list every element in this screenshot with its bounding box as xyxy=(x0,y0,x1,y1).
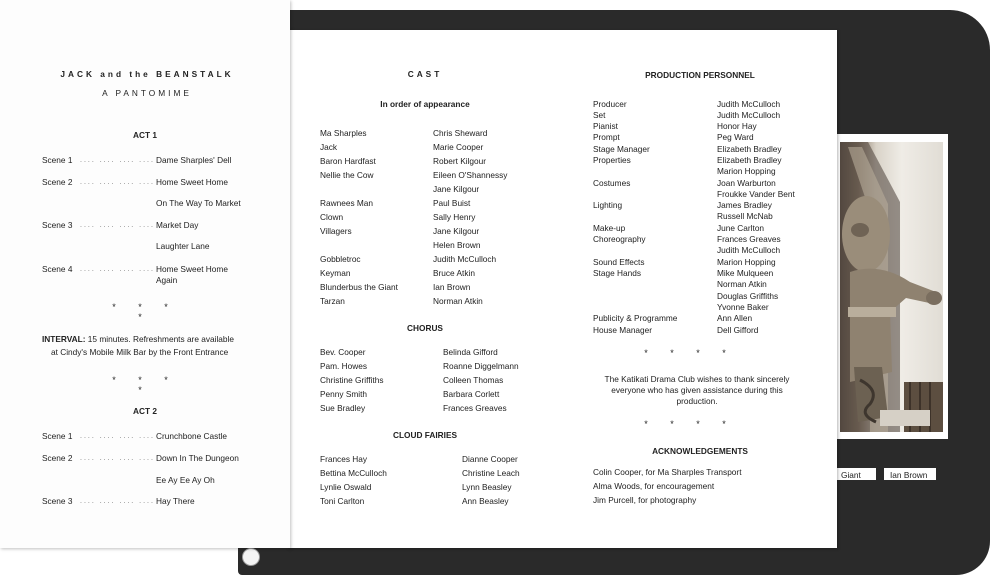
leader-dots: .... .... .... .... xyxy=(80,157,155,164)
cast-role: Clown xyxy=(320,212,344,222)
production-role: Producer xyxy=(593,99,627,109)
acknowledgements-title: ACKNOWLEDGEMENTS xyxy=(652,446,748,456)
leader-dots: .... .... .... .... xyxy=(80,179,155,186)
acknowledgement-line: Colin Cooper, for Ma Sharples Transport xyxy=(593,467,742,477)
leader-dots: .... .... .... .... xyxy=(80,222,155,229)
production-name: Elizabeth Bradley xyxy=(717,144,782,154)
act1-scene-name: Home Sweet Home xyxy=(156,264,228,274)
production-role: Prompt xyxy=(593,132,620,142)
cast-actor: Paul Buist xyxy=(433,198,471,208)
fairy-member: Toni Carlton xyxy=(320,496,365,506)
cast-role: Gobbletroc xyxy=(320,254,361,264)
chorus-member: Roanne Diggelmann xyxy=(443,361,519,371)
production-name: Frances Greaves xyxy=(717,234,781,244)
act1-scene-label: Scene 2 xyxy=(42,177,73,187)
production-name: Mike Mulqueen xyxy=(717,268,774,278)
act1-heading: ACT 1 xyxy=(133,130,157,140)
fairy-member: Frances Hay xyxy=(320,454,368,464)
act2-heading: ACT 2 xyxy=(133,406,157,416)
production-role: Sound Effects xyxy=(593,257,645,267)
cast-role: Blunderbus the Giant xyxy=(320,282,398,292)
act2-scene-name: Hay There xyxy=(156,496,195,506)
production-role: Choreography xyxy=(593,234,646,244)
production-role: Publicity & Programme xyxy=(593,313,678,323)
section-stars: * * * * xyxy=(112,302,178,322)
cast-actor: Jane Kilgour xyxy=(433,226,480,236)
chorus-member: Sue Bradley xyxy=(320,403,366,413)
chorus-member: Belinda Gifford xyxy=(443,347,498,357)
photo-caption-actor: Ian Brown xyxy=(890,470,928,480)
thanks-line: The Katikati Drama Club wishes to thank sincerely xyxy=(604,374,790,384)
fairy-member: Ann Beasley xyxy=(462,496,509,506)
production-name: Judith McCulloch xyxy=(717,99,781,109)
thanks-line: production. xyxy=(676,396,718,406)
giant-photo xyxy=(840,142,943,432)
production-role: Lighting xyxy=(593,200,623,210)
production-role: Costumes xyxy=(593,178,631,188)
production-role: House Manager xyxy=(593,325,653,335)
cast-subtitle: In order of appearance xyxy=(380,99,470,109)
cast-actor: Helen Brown xyxy=(433,240,481,250)
cast-actor: Sally Henry xyxy=(433,212,476,222)
interval-text: 15 minutes. Refreshments are available xyxy=(87,334,234,344)
chorus-member: Penny Smith xyxy=(320,389,368,399)
interval-label: INTERVAL: xyxy=(42,334,86,344)
production-name: Douglas Griffiths xyxy=(717,291,779,301)
chorus-member: Colleen Thomas xyxy=(443,375,504,385)
cast-title: CAST xyxy=(407,69,443,79)
production-name: Norman Atkin xyxy=(717,279,767,289)
fairy-member: Lynlie Oswald xyxy=(320,482,372,492)
giant-figure-image xyxy=(840,142,943,432)
production-name: June Carlton xyxy=(717,223,765,233)
cast-role: Baron Hardfast xyxy=(320,156,376,166)
cloud-fairies-title: CLOUD FAIRIES xyxy=(392,430,458,440)
chorus-member: Bev. Cooper xyxy=(320,347,366,357)
act1-scene-name: Again xyxy=(156,275,178,285)
cast-role: Rawnees Man xyxy=(320,198,374,208)
cast-actor: Eileen O'Shannessy xyxy=(433,170,508,180)
chorus-member: Pam. Howes xyxy=(320,361,368,371)
cast-actor: Ian Brown xyxy=(433,282,471,292)
production-name: Dell Gifford xyxy=(717,325,759,335)
leader-dots: .... .... .... .... xyxy=(80,498,155,505)
thanks-line: everyone who has given assistance during this xyxy=(611,385,783,395)
production-name: Yvonne Baker xyxy=(717,302,769,312)
act2-scene-name: Ee Ay Ee Ay Oh xyxy=(156,475,215,485)
chorus-member: Barbara Corlett xyxy=(443,389,500,399)
cast-role: Jack xyxy=(320,142,338,152)
production-name: Judith McCulloch xyxy=(717,245,781,255)
leader-dots: .... .... .... .... xyxy=(80,455,155,462)
cast-actor: Marie Cooper xyxy=(433,142,484,152)
cast-actor: Robert Kilgour xyxy=(433,156,487,166)
production-name: Honor Hay xyxy=(717,121,757,131)
cast-actor: Norman Atkin xyxy=(433,296,483,306)
fairy-member: Christine Leach xyxy=(462,468,520,478)
photo-caption-role: Giant xyxy=(841,470,861,480)
production-name: Joan Warburton xyxy=(717,178,776,188)
cast-actor: Jane Kilgour xyxy=(433,184,480,194)
chorus-member: Christine Griffiths xyxy=(320,375,384,385)
act1-scene-name: Market Day xyxy=(156,220,199,230)
section-stars: * * * * xyxy=(644,348,736,358)
production-name: Marion Hopping xyxy=(717,166,776,176)
section-stars: * * * * xyxy=(644,419,736,429)
act2-scene-name: Crunchbone Castle xyxy=(156,431,228,441)
act1-scene-label: Scene 4 xyxy=(42,264,73,274)
cast-role: Villagers xyxy=(320,226,352,236)
show-title: JACK and the BEANSTALK xyxy=(60,69,234,79)
interval-line1 xyxy=(42,334,234,345)
acknowledgement-line: Jim Purcell, for photography xyxy=(593,495,697,505)
production-role: Stage Manager xyxy=(593,144,650,154)
fairy-member: Bettina McCulloch xyxy=(320,468,387,478)
section-stars: * * * * xyxy=(112,375,178,395)
act2-scene-label: Scene 2 xyxy=(42,453,73,463)
binder-hole-bottom xyxy=(242,548,260,566)
production-role: Properties xyxy=(593,155,631,165)
leader-dots: .... .... .... .... xyxy=(80,433,155,440)
production-title: PRODUCTION PERSONNEL xyxy=(645,70,755,80)
act1-scene-label: Scene 1 xyxy=(42,155,73,165)
cast-role: Ma Sharples xyxy=(320,128,367,138)
show-subtitle: A PANTOMIME xyxy=(102,88,192,98)
acknowledgement-line: Alma Woods, for encouragement xyxy=(593,481,715,491)
production-name: Froukke Vander Bent xyxy=(717,189,795,199)
production-role: Stage Hands xyxy=(593,268,641,278)
cast-role: Nellie the Cow xyxy=(320,170,374,180)
production-name: Marion Hopping xyxy=(717,257,776,267)
cast-role: Tarzan xyxy=(320,296,345,306)
cast-actor: Judith McCulloch xyxy=(433,254,497,264)
fairy-member: Lynn Beasley xyxy=(462,482,512,492)
fairy-member: Dianne Cooper xyxy=(462,454,518,464)
production-role: Set xyxy=(593,110,606,120)
production-name: Peg Ward xyxy=(717,132,754,142)
act2-scene-name: Down In The Dungeon xyxy=(156,453,239,463)
cast-role: Keyman xyxy=(320,268,351,278)
cast-actor: Chris Sheward xyxy=(433,128,488,138)
production-name: James Bradley xyxy=(717,200,772,210)
act1-scene-label: Scene 3 xyxy=(42,220,73,230)
production-name: Ann Allen xyxy=(717,313,753,323)
act1-scene-name: Laughter Lane xyxy=(156,241,210,251)
act1-scene-name: Dame Sharples' Dell xyxy=(156,155,232,165)
production-name: Elizabeth Bradley xyxy=(717,155,782,165)
chorus-title: CHORUS xyxy=(407,323,443,333)
production-role: Make-up xyxy=(593,223,626,233)
act2-scene-label: Scene 1 xyxy=(42,431,73,441)
production-name: Russell McNab xyxy=(717,211,773,221)
cast-actor: Bruce Atkin xyxy=(433,268,475,278)
chorus-member: Frances Greaves xyxy=(443,403,507,413)
production-name: Judith McCulloch xyxy=(717,110,781,120)
interval-line2: at Cindy's Mobile Milk Bar by the Front Entrance xyxy=(51,347,229,357)
act1-scene-name: Home Sweet Home xyxy=(156,177,228,187)
act2-scene-label: Scene 3 xyxy=(42,496,73,506)
leader-dots: .... .... .... .... xyxy=(80,266,155,273)
act1-scene-name: On The Way To Market xyxy=(156,198,241,208)
production-role: Pianist xyxy=(593,121,618,131)
